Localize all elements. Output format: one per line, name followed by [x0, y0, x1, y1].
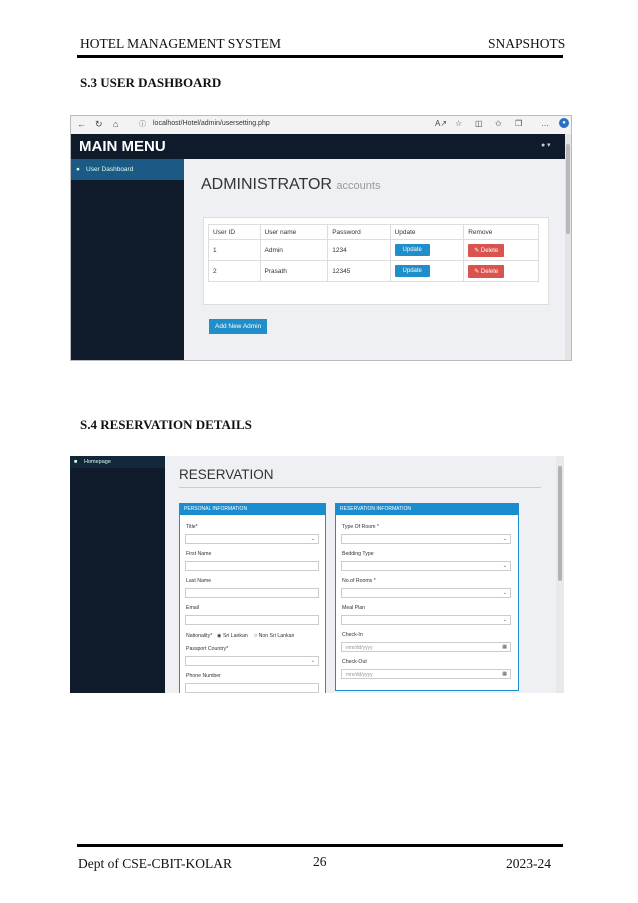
footer-year: 2023-24	[506, 856, 551, 871]
radio-sri-lankan[interactable]: ◉ Sri Lankan	[217, 633, 248, 639]
browser-toolbar	[71, 116, 571, 135]
accounts-table	[208, 224, 539, 282]
reservation-info-panel	[335, 503, 519, 691]
password-cell: 1234	[328, 240, 390, 261]
section-heading: S.3 USER DASHBOARD	[80, 75, 222, 90]
column-header: Remove	[464, 225, 539, 240]
sidebar-item-homepage[interactable]	[70, 456, 165, 468]
page-title: ADMINISTRATOR accounts	[201, 176, 381, 193]
header-title: HOTEL MANAGEMENT SYSTEM	[80, 36, 281, 51]
email-field[interactable]	[185, 615, 319, 625]
rooms-select[interactable]: ⌄	[341, 588, 511, 598]
info-icon[interactable]: ⓘ	[139, 121, 146, 128]
back-icon[interactable]: ←	[77, 119, 86, 129]
section-heading: S.4 RESERVATION DETAILS	[80, 417, 252, 432]
page-title: RESERVATION	[179, 467, 274, 482]
title-select[interactable]: ⌄	[185, 534, 319, 544]
rooms-label: No.of Rooms *	[342, 578, 376, 584]
reload-icon[interactable]: ↻	[95, 119, 103, 129]
collections-icon[interactable]: ❒	[515, 119, 523, 128]
favorites-icon[interactable]: ✩	[495, 119, 502, 128]
passport-label: Passport Country*	[186, 646, 229, 652]
sidebar-item-label: User Dashboard	[86, 166, 134, 173]
scrollbar[interactable]	[565, 134, 571, 360]
more-icon[interactable]: …	[541, 119, 549, 128]
user-name-cell: Admin	[260, 240, 328, 261]
top-navbar	[71, 134, 565, 159]
column-header: User name	[260, 225, 328, 240]
update-button[interactable]: Update	[395, 265, 430, 277]
page-number: 26	[313, 854, 327, 869]
radio-non-sri-lankan[interactable]: ○ Non Sri Lankan	[254, 633, 295, 639]
table-row	[209, 240, 539, 261]
panel-title: PERSONAL INFORMATION	[180, 504, 325, 515]
last-name-field[interactable]	[185, 588, 319, 598]
table-header	[209, 225, 539, 240]
calendar-icon[interactable]: ▦	[502, 671, 507, 677]
header-rule	[77, 55, 563, 58]
home-icon: ■	[74, 459, 78, 465]
delete-button[interactable]: ✎ Delete	[468, 244, 504, 257]
header-section: SNAPSHOTS	[488, 36, 566, 51]
first-name-label: First Name	[186, 551, 212, 557]
split-screen-icon[interactable]: ◫	[475, 119, 483, 128]
avatar[interactable]: ●	[559, 118, 569, 128]
email-label: Email	[186, 605, 199, 611]
dashboard-icon: ●	[76, 166, 80, 173]
column-header: Update	[390, 225, 464, 240]
user-menu-icon[interactable]: ● ▾	[541, 141, 551, 149]
sidebar-item-user-dashboard[interactable]	[71, 159, 184, 180]
panel-title: RESERVATION INFORMATION	[336, 504, 518, 515]
checkin-date-field[interactable]: mm/dd/yyyy ▦	[341, 642, 511, 652]
checkin-label: Check-In	[342, 632, 363, 638]
footer-department: Dept of CSE-CBIT-KOLAR	[78, 856, 232, 871]
room-type-select[interactable]: ⌄	[341, 534, 511, 544]
favorite-icon[interactable]: ☆	[455, 119, 463, 128]
nationality-label: Nationality*	[186, 633, 213, 639]
phone-field[interactable]	[185, 683, 319, 693]
column-header: Password	[328, 225, 390, 240]
passport-country-select[interactable]: ⌄	[185, 656, 319, 666]
checkout-date-field[interactable]: mm/dd/yyyy ▦	[341, 669, 511, 679]
user-id-cell: 1	[209, 240, 261, 261]
divider	[179, 487, 541, 488]
first-name-field[interactable]	[185, 561, 319, 571]
user-id-cell: 2	[209, 261, 261, 282]
update-button[interactable]: Update	[395, 244, 430, 256]
bedding-type-select[interactable]: ⌄	[341, 561, 511, 571]
table-row	[209, 261, 539, 282]
title-label: Title*	[186, 524, 198, 530]
sidebar	[71, 159, 184, 360]
checkout-label: Check-Out	[342, 659, 367, 665]
sidebar	[70, 456, 165, 693]
last-name-label: Last Name	[186, 578, 212, 584]
column-header: User ID	[209, 225, 261, 240]
delete-button[interactable]: ✎ Delete	[468, 265, 504, 278]
password-cell: 12345	[328, 261, 390, 282]
dashboard-screenshot	[70, 115, 572, 361]
calendar-icon[interactable]: ▦	[502, 644, 507, 650]
user-name-cell: Prasath	[260, 261, 328, 282]
reservation-screenshot	[70, 456, 564, 693]
add-admin-button[interactable]: Add New Admin	[209, 319, 267, 334]
sidebar-item-label: Homepage	[84, 459, 111, 465]
page-subtitle: accounts	[336, 180, 381, 192]
meal-plan-label: Meal Plan	[342, 605, 366, 611]
meal-plan-select[interactable]: ⌄	[341, 615, 511, 625]
scrollbar[interactable]	[556, 456, 564, 693]
personal-info-panel	[179, 503, 326, 693]
room-type-label: Type Of Room *	[342, 524, 379, 530]
menu-title: MAIN MENU	[79, 138, 166, 155]
home-icon[interactable]: ⌂	[113, 119, 119, 129]
read-aloud-icon[interactable]: A↗	[435, 119, 448, 128]
bedding-label: Bedding Type	[342, 551, 374, 557]
address-bar[interactable]: localhost/Hotel/admin/usersetting.php	[153, 120, 270, 127]
phone-label: Phone Number	[186, 673, 221, 679]
footer-rule	[77, 844, 563, 847]
